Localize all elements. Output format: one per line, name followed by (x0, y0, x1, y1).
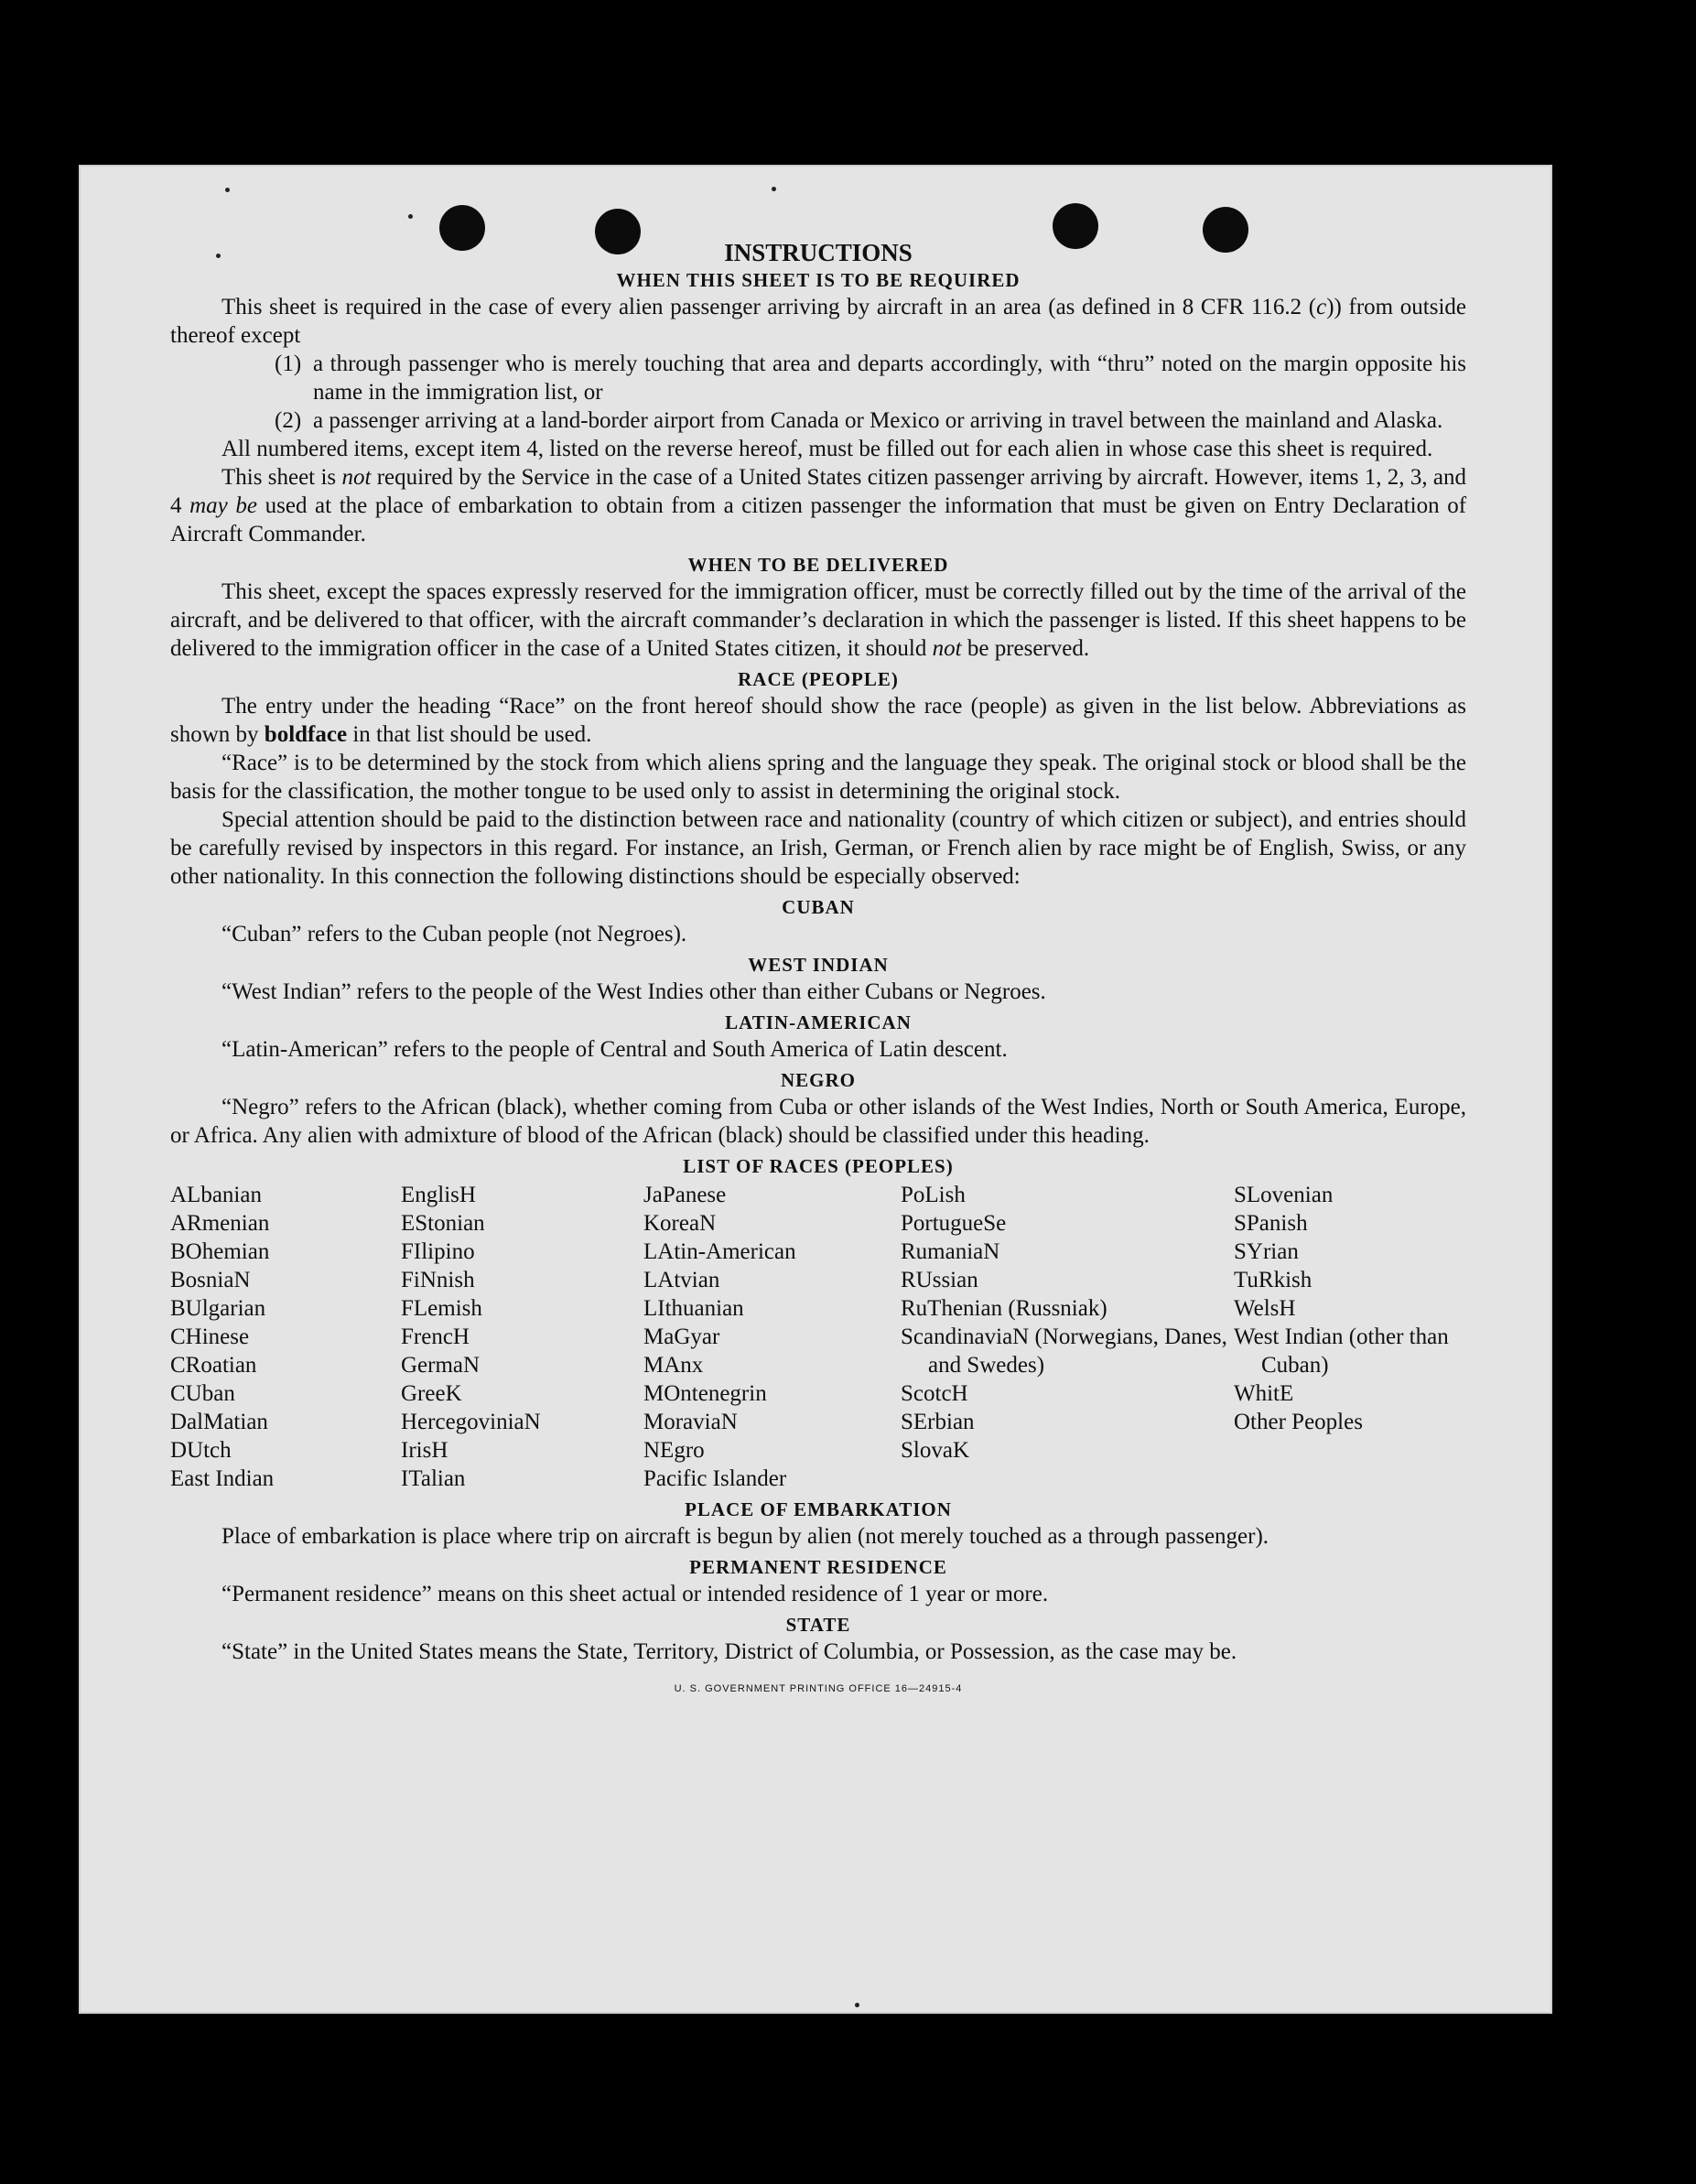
race-entry: EnglisH (401, 1183, 476, 1207)
paragraph-cuban: “Cuban” refers to the Cuban people (not Negroes). (221, 922, 687, 946)
document-page (79, 165, 1552, 2014)
race-entry: GreeK (401, 1381, 462, 1406)
heading-delivered: WHEN TO BE DELIVERED (687, 554, 949, 576)
race-entry: DUtch (170, 1438, 232, 1463)
races-column (1234, 1181, 1466, 1493)
race-entry: East Indian (170, 1466, 275, 1491)
race-entry: DalMatian (170, 1410, 268, 1434)
speck (855, 2003, 859, 2007)
printer-imprint: U. S. GOVERNMENT PRINTING OFFICE 16—24915-4 (674, 1683, 963, 1694)
race-entry: NEgro (643, 1438, 705, 1463)
race-entry: FiNnish (401, 1268, 475, 1292)
race-entry: WelsH (1234, 1296, 1296, 1321)
paragraph-required: This sheet is required in the case of every alien passenger arriving by aircraft in an area (as defined in 8 CFR 116.2 (c)) from outside thereof except (170, 295, 1466, 348)
race-entry: GermaN (401, 1353, 481, 1378)
race-entry: BUlgarian (170, 1296, 266, 1321)
paragraph-numbered-items: All numbered items, except item 4, listed on the reverse hereof, must be filled out for each alien in whose case this sheet is required. (221, 437, 1433, 461)
paragraph-negro: “Negro” refers to the African (black), whether coming from Cuba or other islands of the West Indies, North or South America, Europe, or Africa. Any alien with admixture of blood of the African (black) should be classified under this heading. (170, 1095, 1466, 1148)
race-entry: RuThenian (Russniak) (901, 1296, 1107, 1321)
heading-race: RACE (PEOPLE) (738, 668, 899, 690)
race-entry: FLemish (401, 1296, 482, 1321)
race-entry: FrencH (401, 1324, 470, 1349)
races-column (901, 1181, 1234, 1493)
race-entry: FIlipino (401, 1239, 475, 1264)
speck (408, 214, 413, 219)
race-entry: PoLish (901, 1183, 966, 1207)
race-entry: MAnx (643, 1353, 704, 1378)
race-entry: Other Peoples (1234, 1410, 1363, 1434)
race-entry: TuRkish (1234, 1268, 1313, 1292)
page-title: INSTRUCTIONS (724, 239, 913, 266)
race-entry: SLovenian (1234, 1183, 1334, 1207)
heading-latin-american: LATIN-AMERICAN (725, 1011, 912, 1033)
race-entry: Pacific Islander (643, 1466, 787, 1491)
race-entry: West Indian (other than Cuban) (1234, 1324, 1454, 1378)
speck (772, 187, 776, 191)
heading-list-of-races: LIST OF RACES (PEOPLES) (683, 1155, 954, 1177)
heading-cuban: CUBAN (782, 896, 855, 918)
races-column (170, 1181, 401, 1493)
races-column (401, 1181, 643, 1493)
race-entry: WhitE (1234, 1381, 1294, 1406)
paragraph-latin-american: “Latin-American” refers to the people of Central and South America of Latin descent. (221, 1037, 1008, 1062)
race-entry: CHinese (170, 1324, 250, 1349)
race-entry: CRoatian (170, 1353, 257, 1378)
race-entry: KoreaN (643, 1211, 717, 1236)
paragraph-delivered: This sheet, except the spaces expressly reserved for the immigration officer, must be correctly filled out by the time of the arrival of the aircraft, and be delivered to that officer, with the aircraft commander’s declaration in which the passenger is listed. If this sheet happens to be delivered to the immigration officer in the case of a United States citizen, it should not be preserved. (170, 579, 1466, 661)
item-number: (2) (275, 408, 302, 433)
paragraph-embarkation: Place of embarkation is place where trip on aircraft is begun by alien (not merely touched as a through passenger). (221, 1524, 1269, 1549)
heading-state: STATE (785, 1614, 851, 1636)
race-entry: BosniaN (170, 1268, 251, 1292)
list-item (170, 350, 1466, 406)
races-list (170, 1181, 1466, 1493)
race-entry: EStonian (401, 1211, 485, 1236)
races-column (643, 1181, 901, 1493)
race-entry: SlovaK (901, 1438, 969, 1463)
race-entry: SPanish (1234, 1211, 1308, 1236)
race-entry: LAtin-American (643, 1239, 796, 1264)
item-number: (1) (275, 351, 302, 376)
race-entry: ITalian (401, 1466, 466, 1491)
race-entry: RumaniaN (901, 1239, 1000, 1264)
race-entry: MaGyar (643, 1324, 720, 1349)
paragraph-race-2: “Race” is to be determined by the stock from which aliens spring and the language they speak. The original stock or blood shall be the basis for the classification, the mother tongue to be used only to assist in determining the original stock. (170, 751, 1466, 804)
race-entry: ARmenian (170, 1211, 270, 1236)
race-entry: MoraviaN (643, 1410, 738, 1434)
race-entry: JaPanese (643, 1183, 727, 1207)
paragraph-residence: “Permanent residence” means on this sheet actual or intended residence of 1 year or more. (221, 1582, 1049, 1606)
race-entry: SYrian (1234, 1239, 1299, 1264)
paragraph-race-3: Special attention should be paid to the distinction between race and nationality (country of which citizen or subject), and entries should be carefully revised by inspectors in this regard. For instance, an Irish, German, or French alien by race might be of English, Swiss, or any other nationality. In this connection the following distinctions should be especially observed: (170, 807, 1466, 889)
item-text: a through passenger who is merely touching that area and departs accordingly, with “thru” noted on the margin opposite his name in the immigration list, or (313, 351, 1466, 405)
race-entry: LIthuanian (643, 1296, 744, 1321)
heading-embarkation: PLACE OF EMBARKATION (685, 1498, 952, 1520)
race-entry: PortugueSe (901, 1211, 1007, 1236)
item-text: a passenger arriving at a land-border airport from Canada or Mexico or arriving in travel between the mainland and Alaska. (313, 408, 1443, 433)
heading-required: WHEN THIS SHEET IS TO BE REQUIRED (616, 269, 1021, 291)
paragraph-race-1: The entry under the heading “Race” on the front hereof should show the race (people) as given in the list below. Abbreviations as shown by boldface in that list should be used. (170, 694, 1466, 747)
speck (225, 188, 230, 192)
race-entry: LAtvian (643, 1268, 720, 1292)
paragraph-west-indian: “West Indian” refers to the people of the West Indies other than either Cubans or Negroes. (221, 979, 1046, 1004)
race-entry: HercegoviniaN (401, 1410, 541, 1434)
paragraph-citizen: This sheet is not required by the Service in the case of a United States citizen passenger arriving by aircraft. However, items 1, 2, 3, and 4 may be used at the place of embarkation to obtain from a citizen passenger the information that must be given on Entry Declaration of Aircraft Commander. (170, 465, 1467, 546)
heading-residence: PERMANENT RESIDENCE (689, 1556, 947, 1578)
race-entry: BOhemian (170, 1239, 270, 1264)
race-entry: IrisH (401, 1438, 448, 1463)
race-entry: ScandinaviaN (Norwegians, Danes, and Swedes) (901, 1324, 1234, 1378)
race-entry: RUssian (901, 1268, 978, 1292)
heading-west-indian: WEST INDIAN (748, 954, 889, 976)
heading-negro: NEGRO (780, 1069, 856, 1091)
paragraph-state: “State” in the United States means the State, Territory, District of Columbia, or Possession, as the case may be. (221, 1639, 1237, 1664)
instructions-text (170, 238, 1466, 1703)
race-entry: CUban (170, 1381, 235, 1406)
race-entry: MOntenegrin (643, 1381, 767, 1406)
race-entry: ALbanian (170, 1183, 262, 1207)
race-entry: SErbian (901, 1410, 975, 1434)
list-item (170, 406, 1466, 435)
race-entry: ScotcH (901, 1381, 968, 1406)
